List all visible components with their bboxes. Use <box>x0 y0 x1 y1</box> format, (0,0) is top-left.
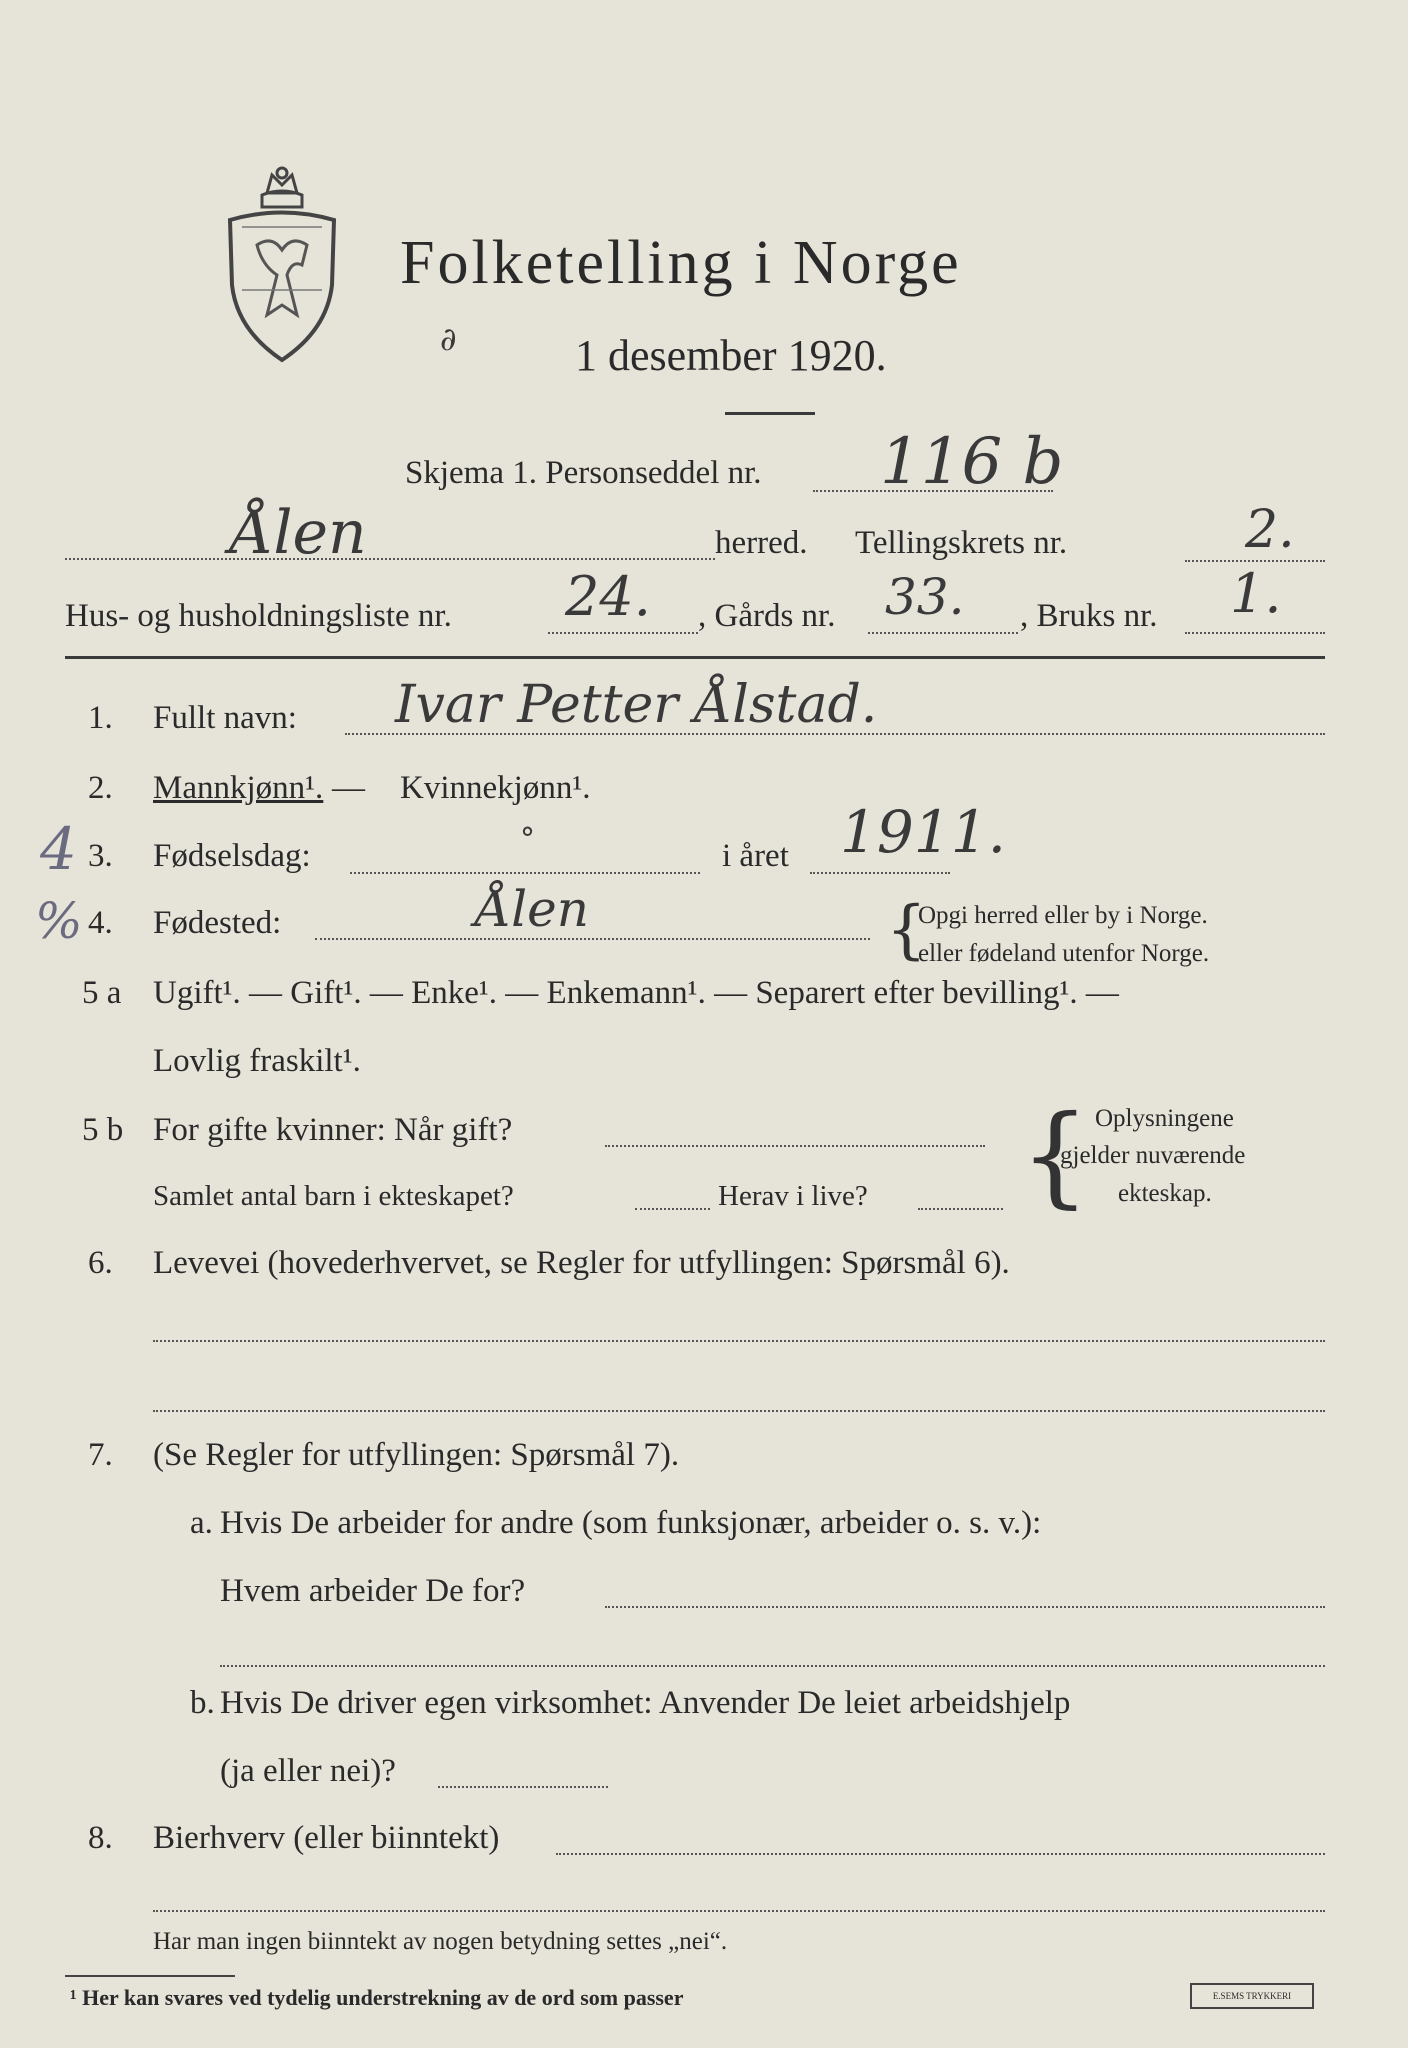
q8-note: Har man ingen biinntekt av nogen betydning settes „nei“. <box>153 1928 728 1955</box>
hus-nr[interactable]: 24. <box>565 565 651 628</box>
q5b-note-line-2: gjelder nuværende <box>1060 1142 1246 1169</box>
birth-day-value[interactable]: ° <box>520 822 535 857</box>
q5b-children-dots <box>635 1208 710 1210</box>
q5b-married-dots <box>605 1145 985 1147</box>
personseddel-nr[interactable]: 116 b <box>880 425 1064 499</box>
q6-label: Levevei (hovederhvervet, se Regler for utfyllingen: Spørsmål 6). <box>153 1245 1010 1281</box>
full-name-value[interactable]: Ivar Petter Ålstad. <box>395 675 878 735</box>
tellingskrets-label: Tellingskrets nr. <box>855 525 1068 561</box>
q4-dots <box>315 938 870 940</box>
marital-status-options[interactable]: Ugift¹. — Gift¹. — Enke¹. — Enkemann¹. — Separert efter bevilling¹. — <box>153 975 1119 1011</box>
gender-separator: — <box>332 770 365 806</box>
q5b-children-label: Samlet antal barn i ekteskapet? <box>153 1180 514 1212</box>
marital-status-divorced[interactable]: Lovlig fraskilt¹. <box>153 1043 361 1079</box>
hus-dots <box>548 632 698 634</box>
q5b-alive-dots <box>918 1208 1003 1210</box>
birth-year-value[interactable]: 1911. <box>840 798 1007 866</box>
margin-mark-1: 4 <box>40 815 77 883</box>
bruks-label: , Bruks nr. <box>1020 598 1158 634</box>
q7a-answer-dots[interactable] <box>605 1606 1325 1608</box>
q7a-text-1: Hvis De arbeider for andre (som funksjonær, arbeider o. s. v.): <box>220 1505 1042 1541</box>
census-date: 1 desember 1920. <box>575 331 887 380</box>
q7b-text-1: Hvis De driver egen virksomhet: Anvender De leiet arbeidshjelp <box>220 1685 1071 1721</box>
q5b-alive-label: Herav i live? <box>718 1180 868 1212</box>
margin-mark-2: % <box>35 892 83 950</box>
q3-number: 3. <box>88 838 113 874</box>
q8-label: Bierhverv (eller biinntekt) <box>153 1820 500 1856</box>
q1-number: 1. <box>88 700 113 736</box>
birthplace-value[interactable]: Ålen <box>475 880 589 938</box>
q5b-number: 5 b <box>82 1112 124 1148</box>
herred-label: herred. <box>715 525 808 561</box>
gards-label: , Gårds nr. <box>698 598 836 634</box>
header-divider <box>65 656 1325 659</box>
q7b-answer-dots[interactable] <box>438 1786 608 1788</box>
tellingskrets-nr[interactable]: 2. <box>1245 500 1295 560</box>
hus-label: Hus- og husholdningsliste nr. <box>65 598 452 634</box>
gards-nr[interactable]: 33. <box>885 568 965 626</box>
bruks-dots <box>1185 632 1325 634</box>
q3-year-label: i året <box>722 838 789 874</box>
q6-line-2[interactable] <box>153 1410 1325 1412</box>
q3-day-dots <box>350 872 700 874</box>
q4-brace: { <box>886 893 927 967</box>
q7b-letter: b. <box>190 1685 215 1721</box>
bruks-nr[interactable]: 1. <box>1230 562 1282 625</box>
date-mark: ∂ <box>440 320 457 358</box>
q5b-brace: { <box>1020 1091 1090 1219</box>
q7a-answer-line-2[interactable] <box>220 1665 1325 1667</box>
herred-dots <box>65 558 715 560</box>
q8-number: 8. <box>88 1820 113 1856</box>
q7a-letter: a. <box>190 1505 213 1541</box>
q3-year-dots <box>810 872 950 874</box>
q4-number: 4. <box>88 905 113 941</box>
q5b-note-line-3: ekteskap. <box>1118 1180 1212 1207</box>
q7-label: (Se Regler for utfyllingen: Spørsmål 7). <box>153 1437 680 1473</box>
q5b-note-line-1: Oplysningene <box>1095 1105 1234 1132</box>
q7b-text-2: (ja eller nei)? <box>220 1753 396 1789</box>
title-divider <box>725 412 815 415</box>
q2-number: 2. <box>88 770 113 806</box>
printer-stamp: E.SEMS TRYKKERI <box>1190 1983 1314 2009</box>
skjema-label: Skjema 1. Personseddel nr. <box>405 455 762 491</box>
herred-value[interactable]: Ålen <box>230 498 367 568</box>
footnote-rule <box>65 1975 235 1977</box>
q4-note-line-2: eller fødeland utenfor Norge. <box>918 940 1210 967</box>
q5a-number: 5 a <box>82 975 122 1011</box>
q7a-text-2: Hvem arbeider De for? <box>220 1573 526 1609</box>
q4-label: Fødested: <box>153 905 282 941</box>
q4-note-line-1: Opgi herred eller by i Norge. <box>918 902 1208 929</box>
gender-male-option[interactable]: Mannkjønn¹. <box>153 770 324 806</box>
gards-dots <box>868 632 1018 634</box>
q6-number: 6. <box>88 1245 113 1281</box>
q8-answer-line-2[interactable] <box>153 1910 1325 1912</box>
q6-line-1[interactable] <box>153 1340 1325 1342</box>
gender-female-option[interactable]: Kvinnekjønn¹. <box>400 770 591 806</box>
coat-of-arms-icon <box>222 165 342 365</box>
q1-label: Fullt navn: <box>153 700 297 736</box>
q3-label: Fødselsdag: <box>153 838 311 874</box>
footnote-text: ¹ Her kan svares ved tydelig understrekning av de ord som passer <box>70 1985 684 2010</box>
q8-answer-dots[interactable] <box>556 1853 1325 1855</box>
form-title: Folketelling i Norge <box>400 229 962 297</box>
q5b-married-label: For gifte kvinner: Når gift? <box>153 1112 513 1148</box>
q7-number: 7. <box>88 1437 113 1473</box>
